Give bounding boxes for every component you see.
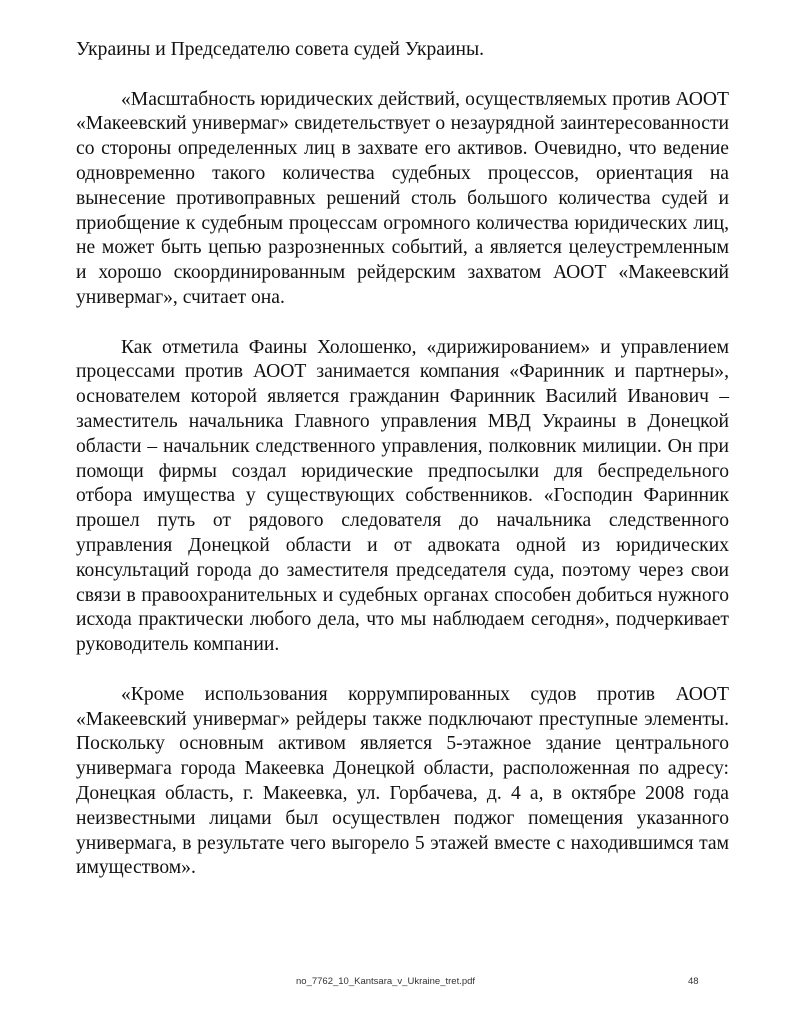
page-footer — [0, 976, 791, 992]
footer-page-number: 48 — [688, 976, 699, 987]
body-text — [76, 38, 729, 881]
paragraph-farinnik: Как отметила Фаины Холошенко, «дирижированием» и управлением процессами против АООТ занимается компания «Фаринник и партнеры», основателем которой является гражданин Фаринник Василий Иванович – заместитель начальника Главного управления МВД Украины в Донецкой области – начальник следственного управления, полковник милиции. Он при помощи фирмы создал юридические предпосылки для беспредельного отбора имущества у существующих собственников. «Господин Фаринник прошел путь от рядового следователя до начальника следственного управления Донецкой области и от адвоката одной из юридических консультаций города до заместителя председателя суда, поэтому через свои связи в правоохранительных и судебных органах способен добиться нужного исхода практически любого дела, что мы наблюдаем сегодня», подчеркивает руководитель компании. — [76, 336, 729, 656]
footer-filename: no_7762_10_Kantsara_v_Ukraine_tret.pdf — [296, 976, 476, 987]
paragraph-criminal-elements: «Кроме использования коррумпированных судов против АООТ «Макеевский универмаг» рейдеры также подключают преступные элементы. Поскольку основным активом является 5-этажное здание центрального универмага города Макеевка Донецкой области, расположенная по адресу: Донецкая область, г. Макеевка, ул. Горбачева, д. 4 а, в октябре 2008 года неизвестными лицами был осуществлен поджог помещения указанного универмага, в результате чего выгорело 5 этажей вместе с находившимся там имуществом». — [76, 683, 729, 879]
paragraph-continuation: Украины и Председателю совета судей Украины. — [76, 39, 485, 60]
paragraph-quote-scale: «Масштабность юридических действий, осуществляемых против АООТ «Макеевский универмаг» свидетельствует о незаурядной заинтересованности со стороны определенных лиц в захвате его активов. Очевидно, что ведение одновременно такого количества судебных процессов, ориентация на вынесение противоправных решений столь большого количества судей и приобщение к судебным процессам огромного количества юридических лиц, не может быть цепью разрозненных событий, а является целеустремленным и хорошо скоординированным рейдерским захватом АООТ «Макеевский универмаг», считает она. — [76, 88, 729, 308]
